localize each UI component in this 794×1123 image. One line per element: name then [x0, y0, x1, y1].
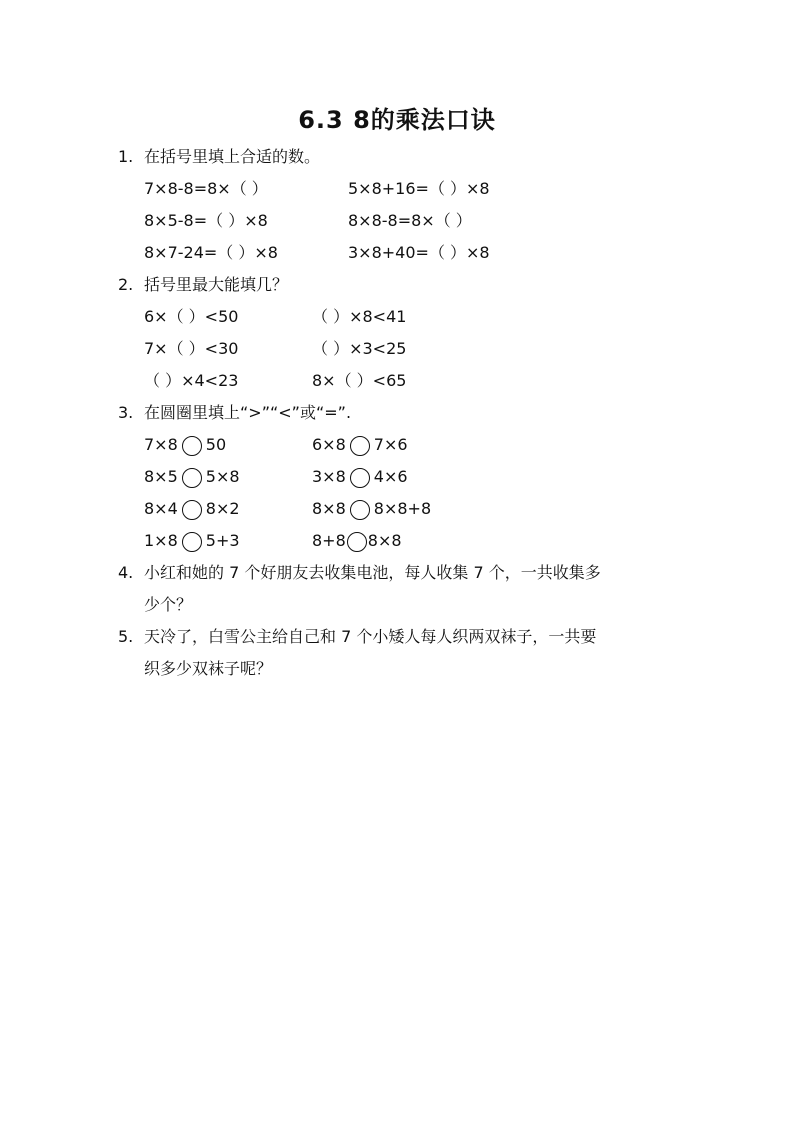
- compare-circle-blank[interactable]: [182, 436, 202, 456]
- question-3-number: 3.: [118, 403, 134, 422]
- q1-item: 5×8+16=（ ）×8: [348, 179, 490, 198]
- question-4-number: 4.: [118, 563, 134, 582]
- compare-circle-blank[interactable]: [350, 468, 370, 488]
- q2-item: 6×（ ）<50: [144, 307, 239, 326]
- question-5-text-line1: 天冷了，白雪公主给自己和 7 个小矮人每人织两双袜子，一共要: [144, 627, 597, 646]
- q3-right-expression: 5×8: [205, 467, 240, 486]
- compare-circle-blank[interactable]: [182, 500, 202, 520]
- q1-item: 3×8+40=（ ）×8: [348, 243, 490, 262]
- q2-item: 8×（ ）<65: [312, 371, 407, 390]
- question-2-number: 2.: [118, 275, 134, 294]
- compare-circle-blank[interactable]: [347, 532, 367, 552]
- q2-item: （ ）×8<41: [312, 307, 407, 326]
- question-5: [118, 621, 596, 685]
- q3-right-expression: 8×2: [205, 499, 240, 518]
- question-1-text: 在括号里填上合适的数。: [144, 147, 321, 166]
- question-5-text-line2: 织多少双袜子呢？: [144, 659, 273, 678]
- q3-comparison: [312, 461, 408, 493]
- q2-item: （ ）×3<25: [312, 339, 407, 358]
- question-4-text-line2: 少个？: [144, 595, 193, 614]
- q2-item: （ ）×4<23: [144, 371, 239, 390]
- q3-comparison: [144, 461, 240, 493]
- compare-circle-blank[interactable]: [350, 436, 370, 456]
- q3-comparison: [144, 525, 240, 557]
- compare-circle-blank[interactable]: [350, 500, 370, 520]
- q3-left-expression: 6×8: [312, 435, 346, 454]
- page-title: 6.3 8的乘法口诀: [298, 106, 496, 134]
- q3-left-expression: 3×8: [312, 467, 346, 486]
- q3-comparison: [312, 525, 402, 557]
- question-5-number: 5.: [118, 627, 134, 646]
- compare-circle-blank[interactable]: [182, 468, 202, 488]
- q3-comparison: [144, 429, 226, 461]
- q1-item: 8×7-24=（ ）×8: [144, 243, 278, 262]
- question-3-text: 在圆圈里填上“>”“<”或“=”.: [144, 403, 352, 422]
- q3-left-expression: 8×4: [144, 499, 178, 518]
- q1-item: 7×8-8=8×（ ）: [144, 179, 268, 198]
- q3-left-expression: 8+8: [312, 531, 346, 550]
- compare-circle-blank[interactable]: [182, 532, 202, 552]
- q3-left-expression: 1×8: [144, 531, 178, 550]
- question-4-text-line1: 小红和她的 7 个好朋友去收集电池，每人收集 7 个，一共收集多: [144, 563, 601, 582]
- q2-item: 7×（ ）<30: [144, 339, 239, 358]
- q3-comparison: [312, 429, 408, 461]
- question-3-heading: [118, 397, 351, 429]
- question-4: [118, 557, 601, 621]
- q3-left-expression: 7×8: [144, 435, 178, 454]
- question-1-number: 1.: [118, 147, 134, 166]
- q3-right-expression: 8×8+8: [373, 499, 432, 518]
- q3-left-expression: 8×5: [144, 467, 178, 486]
- question-1-heading: [118, 141, 320, 173]
- q3-right-expression: 4×6: [373, 467, 408, 486]
- q3-right-expression: 50: [205, 435, 227, 454]
- q1-item: 8×5-8=（ ）×8: [144, 211, 268, 230]
- q3-left-expression: 8×8: [312, 499, 346, 518]
- q3-comparison: [144, 493, 240, 525]
- q3-right-expression: 8×8: [367, 531, 402, 550]
- question-2-text: 括号里最大能填几？: [144, 275, 289, 294]
- q3-comparison: [312, 493, 431, 525]
- question-2-heading: [118, 269, 288, 301]
- q1-item: 8×8-8=8×（ ）: [348, 211, 472, 230]
- q3-right-expression: 5+3: [205, 531, 240, 550]
- q3-right-expression: 7×6: [373, 435, 408, 454]
